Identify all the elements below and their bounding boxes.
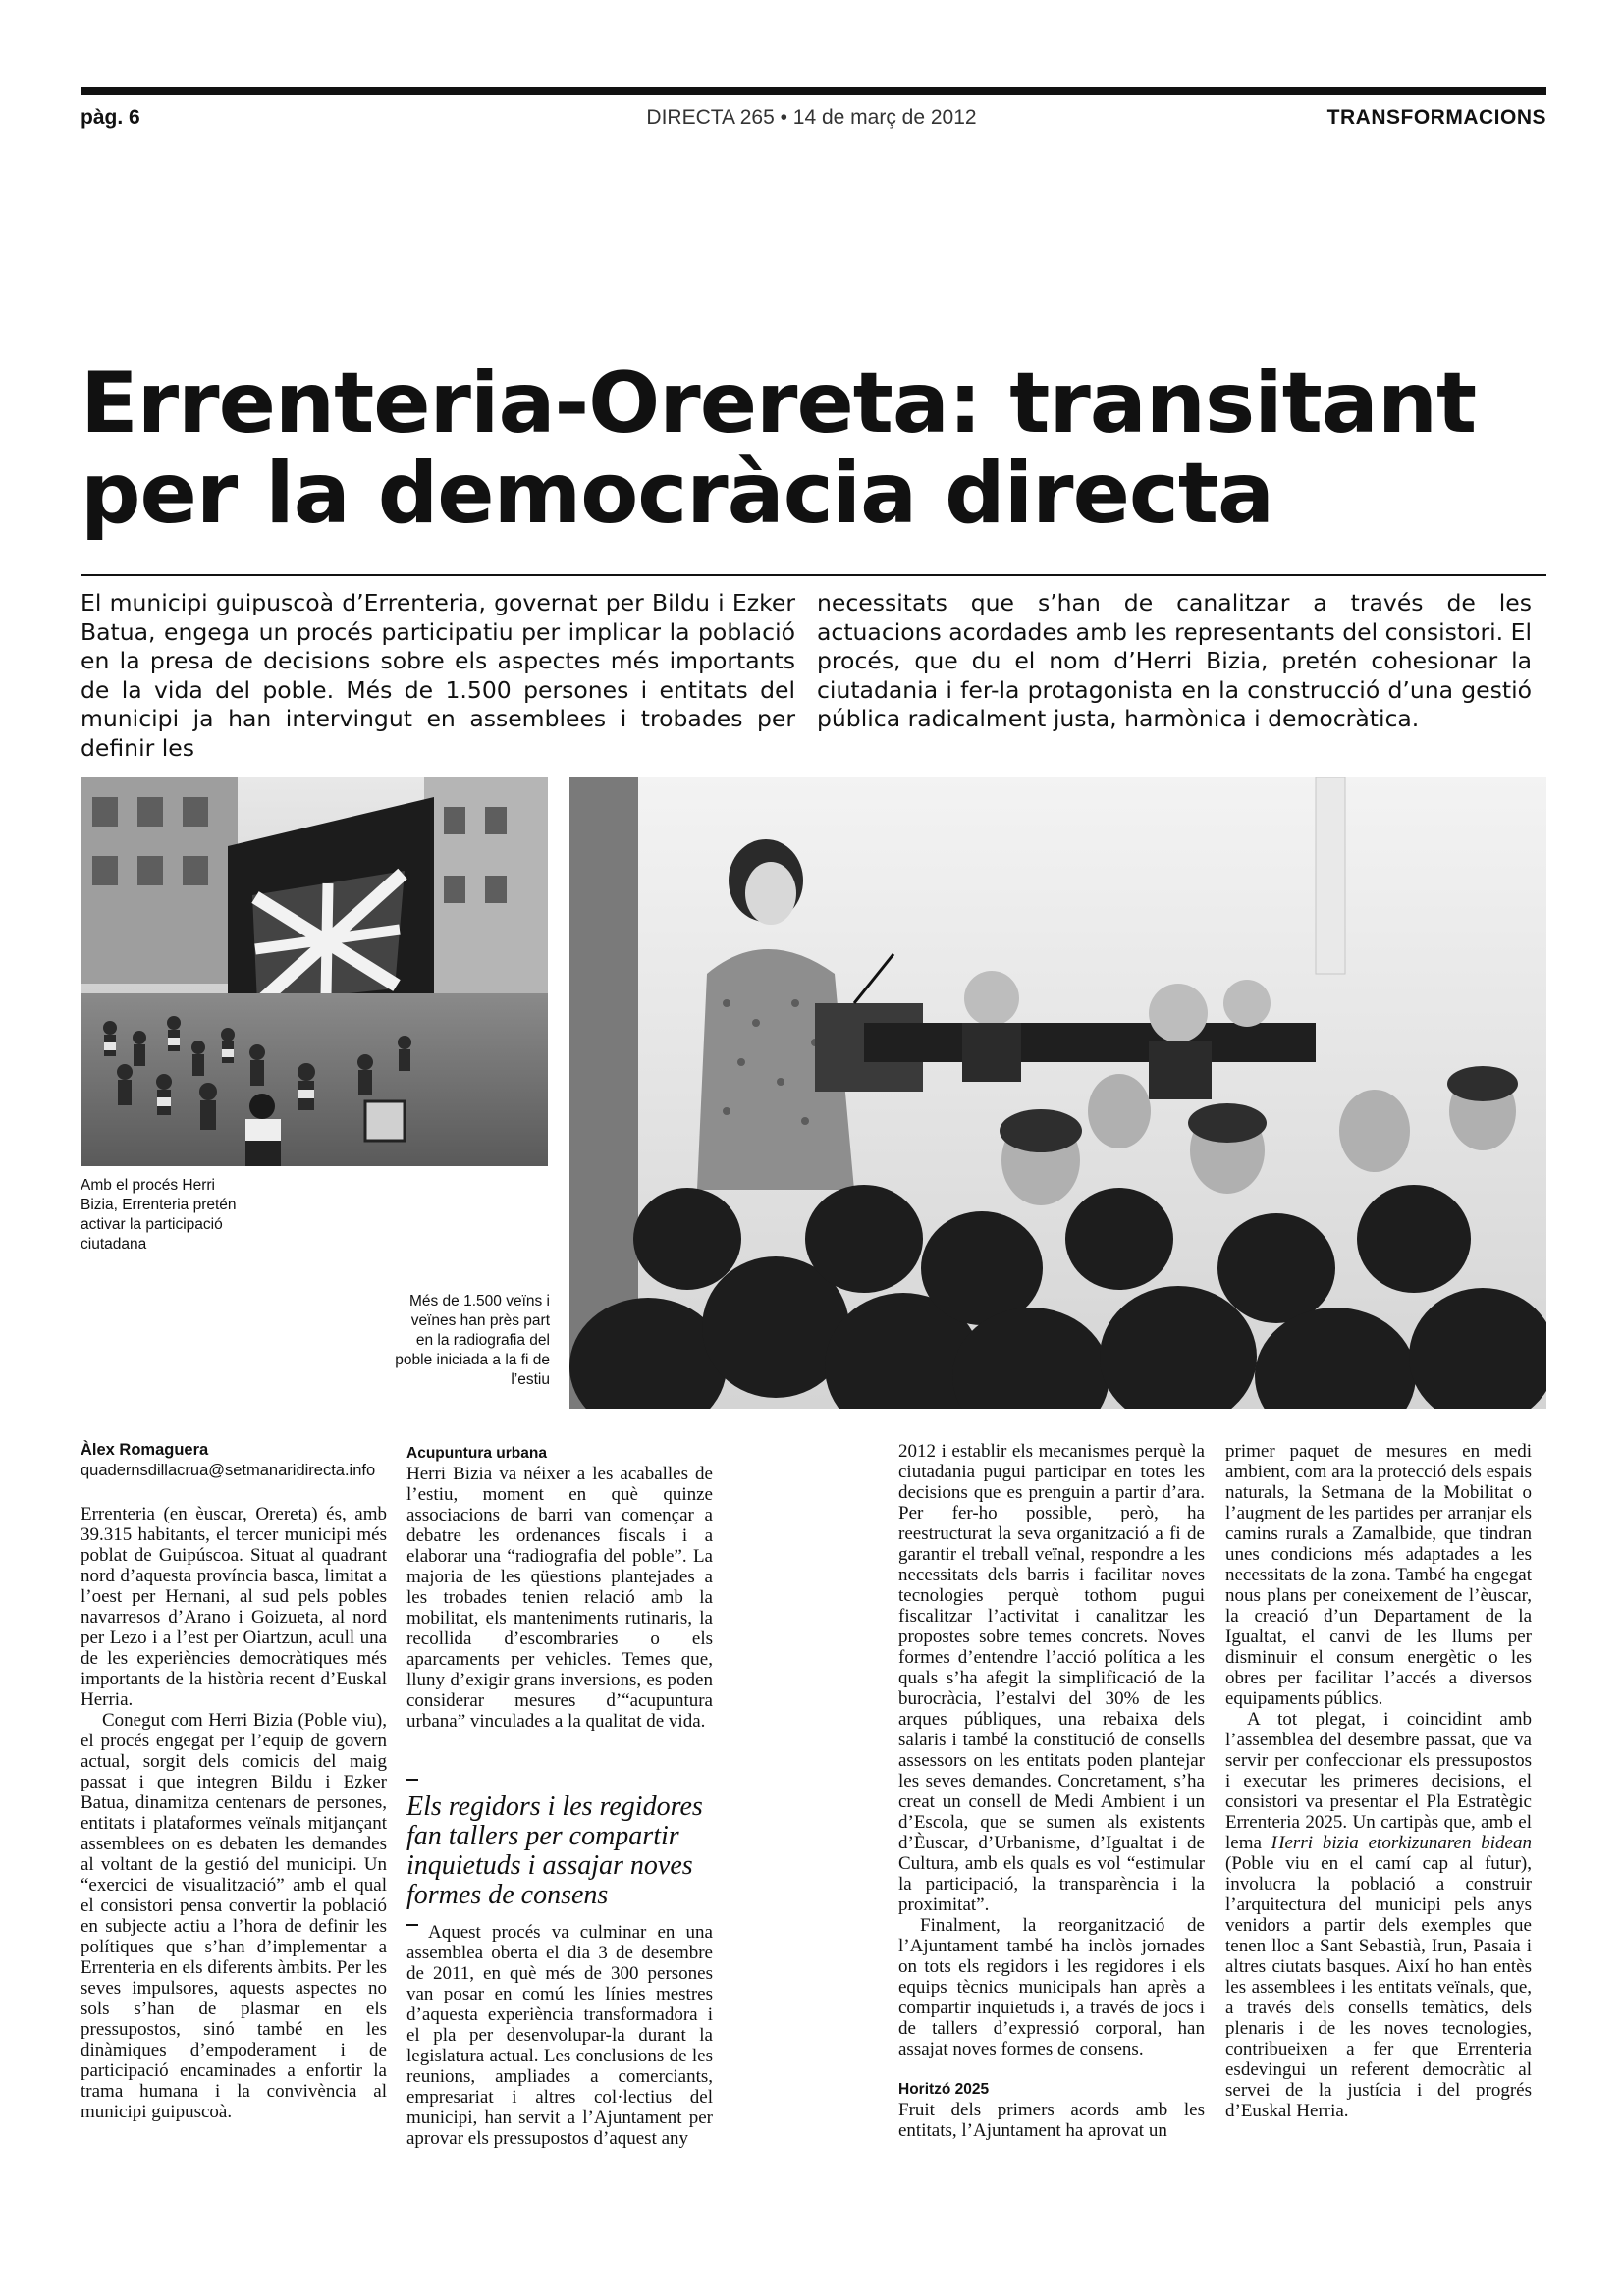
lead-paragraph-right: necessitats que s’han de canalitzar a través de les actuacions acordades amb les representants del consistori. El procés, que du el nom d’Herri Bizia, pretén cohesionar la ciutadania i fer-la protagonista en la construcció d’una gestió pública radicalment justa, harmònica i democràtica. xyxy=(817,589,1532,732)
paragraph: Herri Bizia va néixer a les acaballes de l’estiu, moment en què quinze associacions de barri van començar a debatre les ordenances fiscals i a elaborar una “radiografia del poble”. La majoria de les qüestions plantejades a les trobades tenien relació amb la mobilitat, els manteniments rutinaris, la recollida d’escombraries o els aparcaments per vehicles. Temes que, lluny d’exigir grans inversions, es poden considerar mesures d’“acupuntura urbana” vinculades a la qualitat de vida. xyxy=(406,1464,713,1732)
subheading-acupuntura: Acupuntura urbana xyxy=(406,1445,547,1462)
header-rule xyxy=(81,87,1546,95)
headline: Errenteria-Orereta: transitant per la democràcia directa xyxy=(81,354,1477,543)
paragraph-part: A tot plegat, i coincidint amb l’assemblea del desembre passat, que va servir per confeccionar els pressupostos i executar les primeres decisions, el consistori va presentar el Pla Estratègic Errenteria 2025. Un cartipàs que, amb el lema xyxy=(1225,1709,1532,1853)
page-number: pàg. 6 xyxy=(81,106,140,129)
issue-info: DIRECTA 265 • 14 de març de 2012 xyxy=(646,106,977,129)
paragraph: Aquest procés va culminar en una assemblea oberta el dia 3 de desembre de 2011, en què més de 300 persones van posar en comú les línies mestres d’aquesta experiència transformadora i el pla per desenvolupar-la durant la legislatura actual. Les conclusions de les reunions, ampliades a comerciants, empresariat i altres col·lectius del municipi, han servit a l’Ajuntament per aprovar els pressupostos d’aquest any xyxy=(406,1922,713,2149)
section-title: TRANSFORMACIONS xyxy=(1326,106,1546,129)
author-name: Àlex Romaguera xyxy=(81,1441,209,1459)
assembly-photo xyxy=(569,777,1546,1409)
body-column-4 xyxy=(1225,1441,1532,2121)
paragraph-part: (Poble viu en el camí cap al futur), involucra la població a construir l’arquitectura del municipi pels anys venidors a partir dels exemples que tenen lloc a Sant Sebastià, Irun, Pasaia i altres ciutats basques. Així ho han entès les assemblees i les entitats veïnals, que, a través dels consells temàtics, dels plenaris i de les noves tecnologies, contribueixen a fer que Errenteria esdevingui un referent democràtic al servei de la justícia i del progrés d’Euskal Herria. xyxy=(1225,1853,1532,2121)
paragraph: 2012 i establir els mecanismes perquè la ciutadania pugui participar en totes les decisions que es prenguin a partir d’ara. Per fer-ho possible, però, ha reestructurat la seva organització a fi de garantir el treball veïnal, respondre a les necessitats dels barris i facilitar noves tecnologies perquè tothom pugui fiscalitzar l’activitat i canalitzar les propostes sobre temes concrets. Noves formes d’entendre l’acció política a les quals s’ha afegit la simplificació de la burocràcia, l’estalvi del 30% de les arques públiques, una rebaixa dels salaris i també la constitució de consells assessors on les entitats poden plantejar les seves demandes. Concretament, s’ha creat un consell de Medi Ambient i un d’Escola, que se sumen als existents d’Èuscar, d’Urbanisme, d’Igualtat i de Cultura, amb els quals es vol “estimular la participació, la transparència i la proximitat”. xyxy=(898,1441,1205,1915)
subheading-horitzo: Horitzó 2025 xyxy=(898,2081,990,2098)
pull-quote xyxy=(406,1779,730,1926)
assembly-photo-illustration xyxy=(569,777,1546,1409)
paragraph: primer paquet de mesures en medi ambient, com ara la protecció dels espais naturals, la Setmana de la Mobilitat o l’augment de les partides per arranjar els camins rurals a Zamalbide, que tindran unes condicions més adaptades a les necessitats de la zona. També ha engegat nous plans per coneixement de l’èuscar, la creació d’un Departament de la Igualtat, el canvi de les llums per disminuir el consum energètic o les obres per facilitar l’accés a diversos equipaments públics. xyxy=(1225,1441,1532,1709)
body-column-2 xyxy=(406,1443,713,1732)
body-column-1 xyxy=(81,1504,387,2122)
headline-rule xyxy=(81,574,1546,576)
paragraph: Errenteria (en èuscar, Orereta) és, amb 39.315 habitants, el tercer municipi més poblat de Guipúscoa. Situat al quadrant nord d’aquesta província basca, limitat a l’oest per Hernani, al sud pels pobles navarresos d’Arano i Goizueta, al nord per Lezo i a l’est per Oiartzun, acull una de les experiències democràtiques més importants de la història recent d’Euskal Herria. xyxy=(81,1504,387,1710)
photo-caption-left: Amb el procés Herri Bizia, Errenteria pretén activar la participació ciutadana xyxy=(81,1177,237,1253)
lead-paragraph-left: El municipi guipuscoà d’Errenteria, governat per Bildu i Ezker Batua, engega un procés participatiu per implicar la població en la presa de decisions sobre els aspectes més importants de la vida del poble. Més de 1.500 persones i entitats del municipi ja han intervingut en assemblees i trobades per definir les xyxy=(81,589,795,762)
paragraph xyxy=(1225,1709,1532,2121)
italic-slogan: Herri bizia etorkizunaren bidean xyxy=(1271,1833,1532,1853)
body-column-2-continued xyxy=(406,1922,713,2149)
paragraph: Conegut com Herri Bizia (Poble viu), el procés engegat per l’equip de govern actual, sorgit dels comicis del maig passat i que integren Bildu i Ezker Batua, dinamitza centenars de persones, entitats i plataformes veïnals mitjançant assemblees on es debaten les demandes al voltant de la gestió del municipi. Un “exercici de visualització” amb el qual el consistori pensa convertir la població en subjecte actiu a l’hora de definir les polítiques que s’han d’implementar a Errenteria en els diferents àmbits. Per les seves impulsores, aquests aspectes no sols s’han de plasmar en els pressupostos, sinó també en les dinàmiques d’empoderament i de participació encaminades a enfortir la trama humana i la convivència al municipi guipuscoà. xyxy=(81,1710,387,2122)
festival-photo xyxy=(81,777,548,1166)
body-column-3 xyxy=(898,1441,1205,2141)
festival-photo-illustration xyxy=(81,777,548,1166)
pull-quote-rule xyxy=(406,1779,418,1781)
photo-caption-main: Més de 1.500 veïns i veïnes han près part en la radiografia del poble iniciada a la fi de l’estiu xyxy=(395,1293,550,1388)
paragraph: Finalment, la reorganització de l’Ajuntament també ha inclòs jornades on tots els regidors i les regidores i els equips tècnics municipals han après a compartir inquietuds i, a través de jocs i de tallers d’expressió corporal, han assajat noves formes de consens. xyxy=(898,1915,1205,2059)
pull-quote-text: Els regidors i les regidores fan tallers per compartir inquietuds i assajar noves formes de consens xyxy=(406,1791,703,1910)
paragraph: Fruit dels primers acords amb les entitats, l’Ajuntament ha aprovat un xyxy=(898,2100,1205,2141)
author-email: quadernsdillacrua@setmanaridirecta.info xyxy=(81,1462,376,1479)
